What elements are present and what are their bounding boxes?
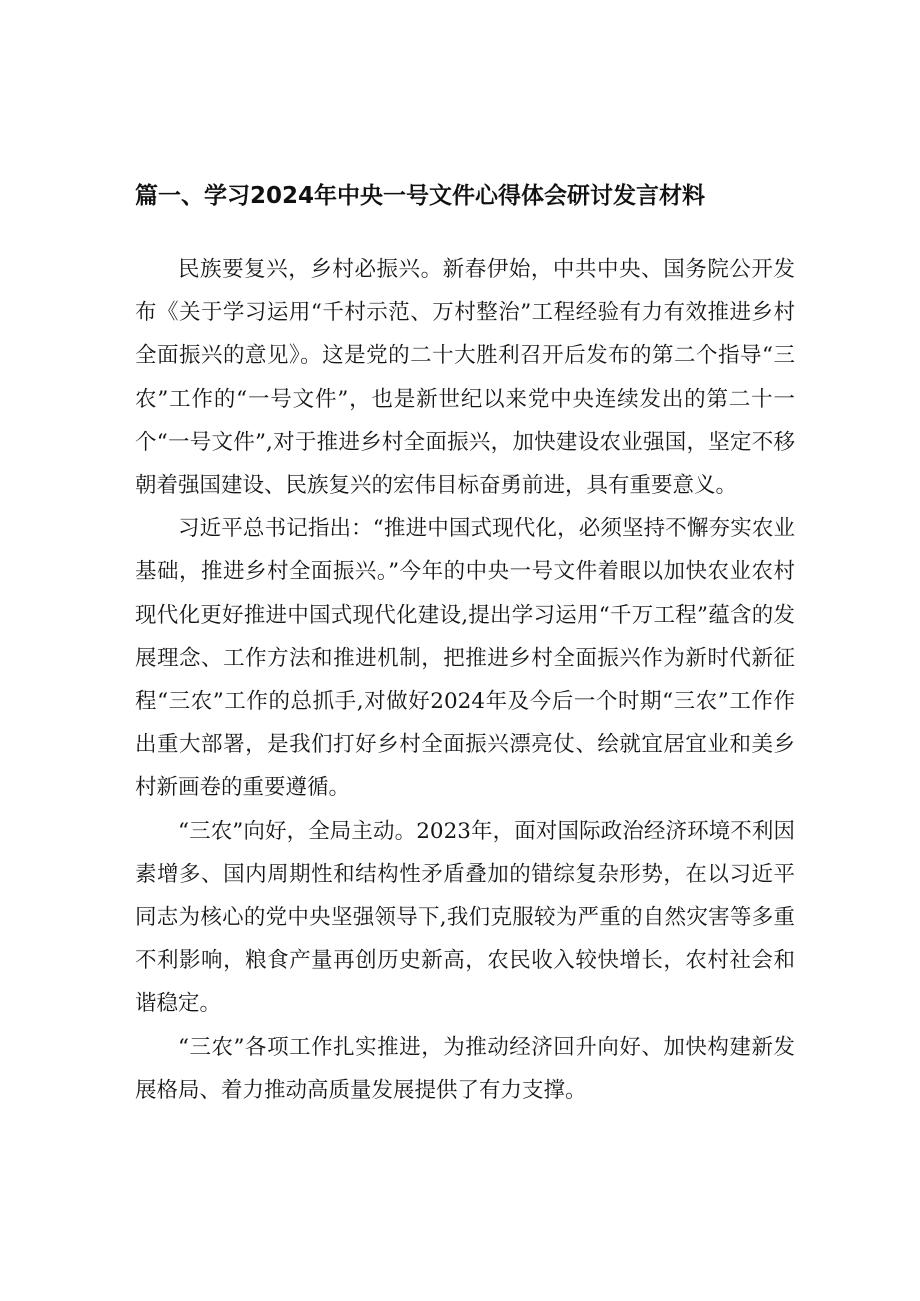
- document-title: 篇一、学习2024年中央一号文件心得体会研讨发言材料: [135, 183, 706, 209]
- body-paragraph-1: 民族要复兴，乡村必振兴。新春伊始，中共中央、国务院公开发布《关于学习运用“千村示范、万村整治”工程经验有力有效推进乡村全面振兴的意见》。这是党的二十大胜利召开后发布的第二个指导“三农”工作的“一号文件”，也是新世纪以来党中央连续发出的第二十一个“一号文件”,对于推进乡村全面振兴，加快建设农业强国，坚定不移朝着强国建设、民族复兴的宏伟目标奋勇前进，具有重要意义。: [135, 257, 795, 499]
- body-paragraph-2: 习近平总书记指出：“推进中国式现代化，必须坚持不懈夯实农业基础，推进乡村全面振兴。”今年的中央一号文件着眼以加快农业农村现代化更好推进中国式现代化建设,提出学习运用“千万工程”蕴含的发展理念、工作方法和推进机制，把推进乡村全面振兴作为新时代新征程“三农”工作的总抓手,对做好2024年及今后一个时期“三农”工作作出重大部署，是我们打好乡村全面振兴漂亮仗、绘就宜居宜业和美乡村新画卷的重要遵循。: [135, 516, 795, 801]
- document-body: [135, 248, 795, 1112]
- body-paragraph-3: “三农”向好，全局主动。2023年，面对国际政治经济环境不利因素增多、国内周期性和结构性矛盾叠加的错综复杂形势，在以习近平同志为核心的党中央坚强领导下,我们克服较为严重的自然灾害等多重不利影响，粮食产量再创历史新高，农民收入较快增长，农村社会和谐稳定。: [135, 818, 795, 1017]
- body-paragraph-4: “三农”各项工作扎实推进，为推动经济回升向好、加快构建新发展格局、着力推动高质量发展提供了有力支撑。: [135, 1034, 795, 1103]
